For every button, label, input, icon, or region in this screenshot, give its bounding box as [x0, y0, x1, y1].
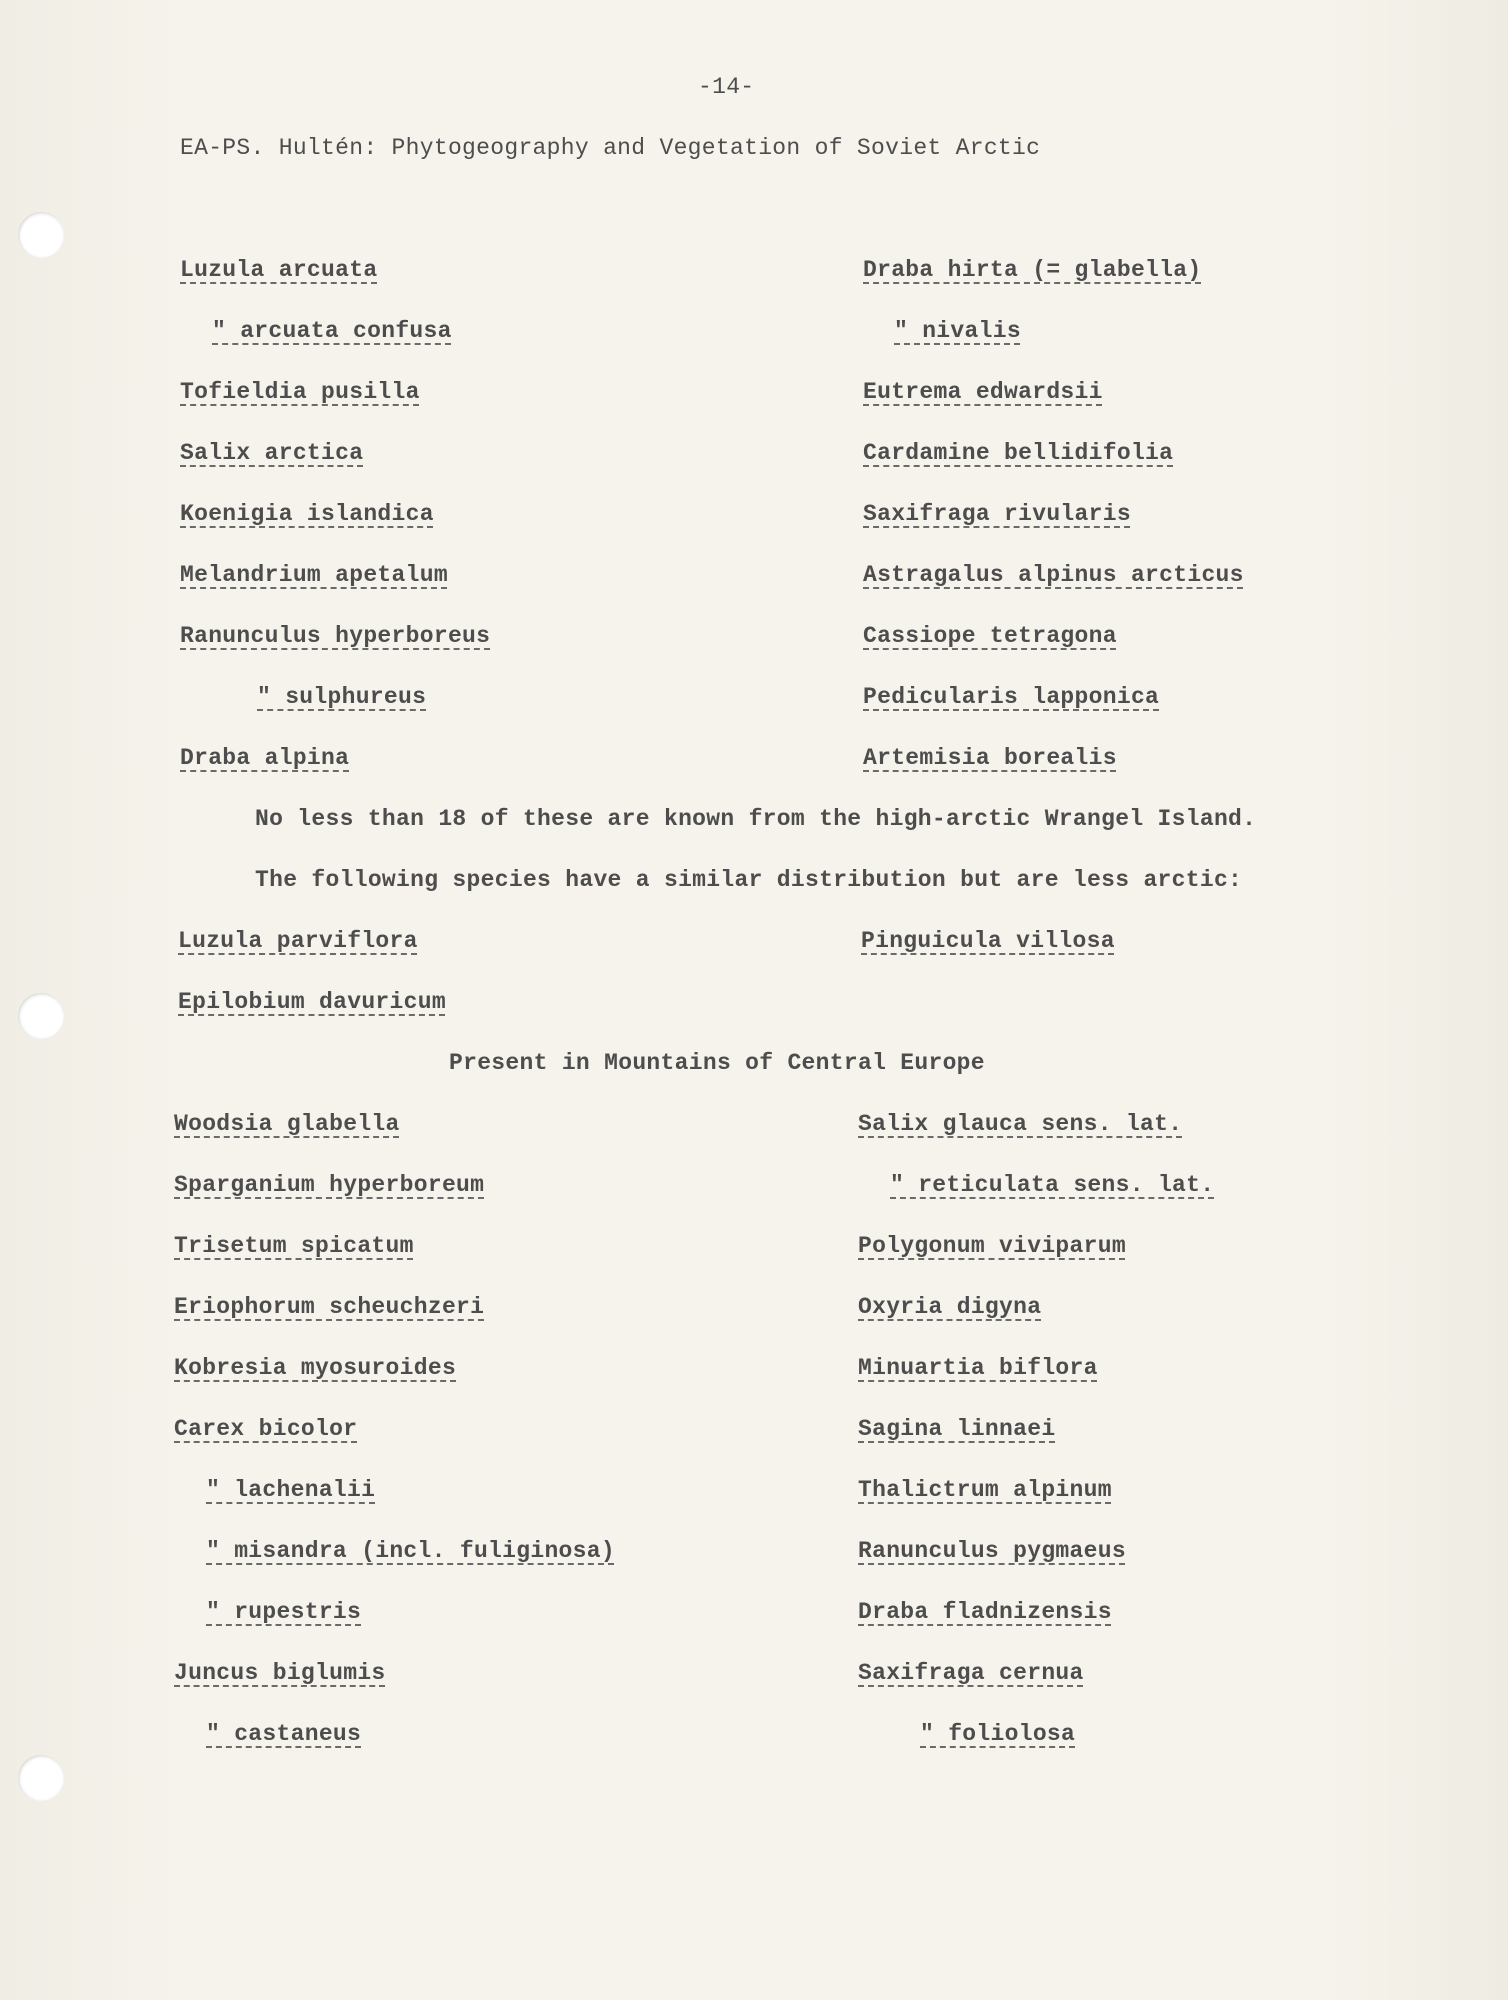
document-header: EA-PS. Hultén: Phytogeography and Vegetation of Soviet Arctic	[180, 135, 1041, 161]
species-item: Luzula parviflora	[178, 928, 418, 954]
species-item: Juncus biglumis	[174, 1660, 386, 1686]
species-item: Ranunculus pygmaeus	[858, 1538, 1126, 1564]
paragraph: The following species have a similar distribution but are less arctic:	[255, 867, 1243, 893]
species-item: Polygonum viviparum	[858, 1233, 1126, 1259]
species-item: Artemisia borealis	[863, 745, 1117, 771]
species-item: Ranunculus hyperboreus	[180, 623, 491, 649]
species-item: Epilobium davuricum	[178, 989, 446, 1015]
species-item: Salix arctica	[180, 440, 364, 466]
species-item: Pedicularis lapponica	[863, 684, 1160, 710]
species-item: Cassiope tetragona	[863, 623, 1117, 649]
species-item: Woodsia glabella	[174, 1111, 400, 1137]
species-item: Minuartia biflora	[858, 1355, 1098, 1381]
species-item: Thalictrum alpinum	[858, 1477, 1112, 1503]
species-item: " lachenalii	[206, 1477, 376, 1503]
species-item: " rupestris	[206, 1599, 362, 1625]
species-item: Trisetum spicatum	[174, 1233, 414, 1259]
species-item: Sparganium hyperboreum	[174, 1172, 485, 1198]
species-item: " reticulata sens. lat.	[890, 1172, 1215, 1198]
species-item: Astragalus alpinus arcticus	[863, 562, 1244, 588]
species-item: " foliolosa	[920, 1721, 1076, 1747]
species-item: " arcuata confusa	[212, 318, 452, 344]
species-item: Luzula arcuata	[180, 257, 378, 283]
species-item: Draba hirta (= glabella)	[863, 257, 1202, 283]
species-item: Kobresia myosuroides	[174, 1355, 457, 1381]
species-item: Melandrium apetalum	[180, 562, 448, 588]
species-item: " nivalis	[894, 318, 1021, 344]
species-item: Koenigia islandica	[180, 501, 434, 527]
punch-hole	[18, 212, 64, 258]
species-item: Tofieldia pusilla	[180, 379, 420, 405]
species-item: Draba alpina	[180, 745, 350, 771]
species-item: Eutrema edwardsii	[863, 379, 1103, 405]
species-item: Saxifraga rivularis	[863, 501, 1131, 527]
paragraph: No less than 18 of these are known from the high-arctic Wrangel Island.	[255, 806, 1257, 832]
species-item: Draba fladnizensis	[858, 1599, 1112, 1625]
species-item: Carex bicolor	[174, 1416, 358, 1442]
species-item: Salix glauca sens. lat.	[858, 1111, 1183, 1137]
punch-hole	[18, 1755, 64, 1801]
species-item: Pinguicula villosa	[861, 928, 1115, 954]
species-item: Cardamine bellidifolia	[863, 440, 1174, 466]
page-number: -14-	[698, 74, 755, 100]
section-heading: Present in Mountains of Central Europe	[449, 1050, 985, 1076]
species-item: Eriophorum scheuchzeri	[174, 1294, 485, 1320]
species-item: " sulphureus	[257, 684, 427, 710]
species-item: Oxyria digyna	[858, 1294, 1042, 1320]
punch-hole	[18, 993, 64, 1039]
species-item: " misandra (incl. fuliginosa)	[206, 1538, 615, 1564]
species-item: " castaneus	[206, 1721, 362, 1747]
species-item: Sagina linnaei	[858, 1416, 1056, 1442]
species-item: Saxifraga cernua	[858, 1660, 1084, 1686]
